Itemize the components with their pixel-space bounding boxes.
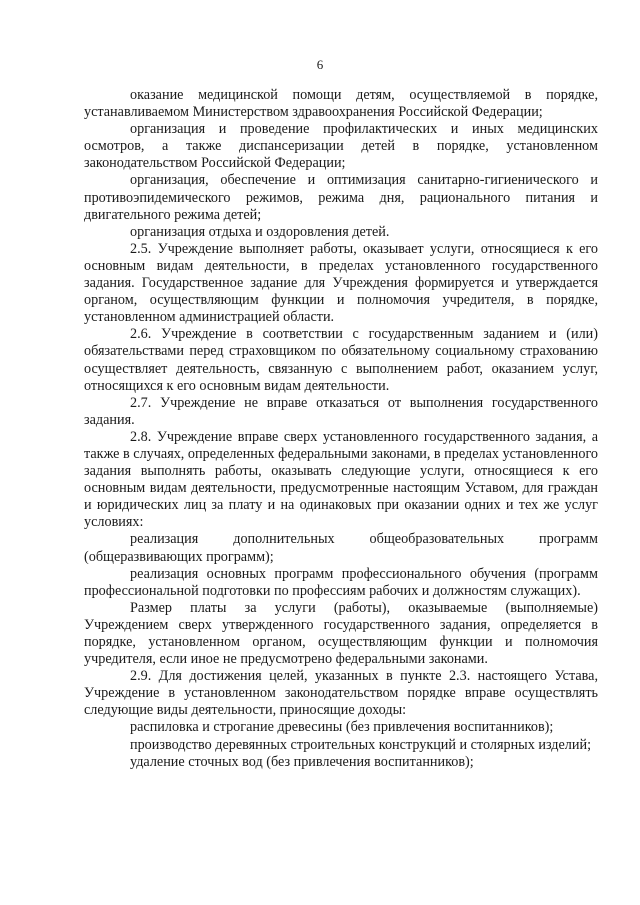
paragraph: реализация основных программ профессионального обучения (программ профессиональной подготовки по профессиям рабочих и должностям служащих). <box>84 565 598 599</box>
paragraph: 2.5. Учреждение выполняет работы, оказывает услуги, относящиеся к его основным видам деятельности, в пределах установленного государственного задания. Государственное задание для Учреждения формируется и утверждается органом, осуществляющим функции и полномочия учредителя, в порядке, установленном администрацией области. <box>84 240 598 326</box>
paragraph: организация отдыха и оздоровления детей. <box>130 223 390 240</box>
paragraph: производство деревянных строительных конструкций и столярных изделий; <box>130 736 592 753</box>
paragraph: 2.6. Учреждение в соответствии с государственным заданием и (или) обязательствами перед страховщиком по обязательному социальному страхованию осуществляет деятельность, связанную с выполнением работ, оказанием услуг, относящихся к его основным видам деятельности. <box>84 326 598 394</box>
paragraph: распиловка и строгание древесины (без привлечения воспитанников); <box>130 719 554 736</box>
paragraph: 2.7. Учреждение не вправе отказаться от выполнения государственного задания. <box>84 394 598 428</box>
document-body <box>84 87 598 771</box>
paragraph: 2.8. Учреждение вправе сверх установленного государственного задания, а также в случаях, определенных федеральными законами, в пределах установленного задания выполнять работы, оказывать следующие услуги, относящиеся к его основным видам деятельности, предусмотренные настоящим Уставом, для граждан и юридических лиц за плату и на одинаковых при оказании одних и тех же услуг условиях: <box>84 428 598 531</box>
paragraph: организация и проведение профилактических и иных медицинских осмотров, а также диспансеризации детей в порядке, установленном законодательством Российской Федерации; <box>84 121 598 172</box>
page-number: 6 <box>316 57 324 72</box>
paragraph: Размер платы за услуги (работы), оказываемые (выполняемые) Учреждением сверх утвержденного государственного задания, определяется в порядке, установленном органом, осуществляющим функции и полномочия учредителя, если иное не предусмотрено федеральными законами. <box>84 599 598 668</box>
paragraph: 2.9. Для достижения целей, указанных в пункте 2.3. настоящего Устава, Учреждение в установленном законодательством порядке вправе осуществлять следующие виды деятельности, приносящие доходы: <box>84 668 598 719</box>
paragraph: организация, обеспечение и оптимизация санитарно-гигиенического и противоэпидемического режимов, режима дня, рационального питания и двигательного режима детей; <box>84 172 598 223</box>
paragraph: удаление сточных вод (без привлечения воспитанников); <box>130 753 474 770</box>
paragraph: реализация дополнительных общеобразовательных программ (общеразвивающих программ); <box>84 531 598 565</box>
paragraph: оказание медицинской помощи детям, осуществляемой в порядке, устанавливаемом Министерством здравоохранения Российской Федерации; <box>84 87 598 121</box>
